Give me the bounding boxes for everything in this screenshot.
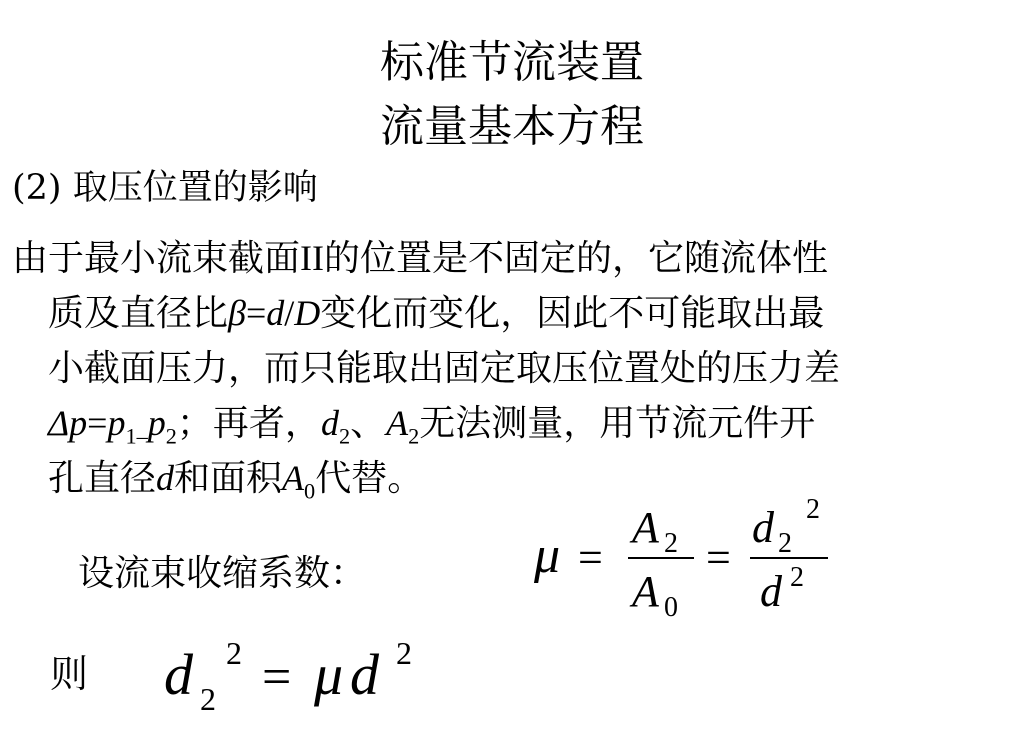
text-run: ；再者， — [176, 403, 321, 444]
var-A2: A — [386, 403, 409, 443]
separator: 、 — [350, 403, 387, 444]
text-run: 由于最小流束截面 — [12, 238, 301, 279]
subscript: 2 — [165, 423, 177, 449]
lhs-superscript: 2 — [226, 635, 242, 671]
numerator-d: d — [752, 503, 774, 552]
section-heading: (2) 取压位置的影响 — [12, 168, 318, 208]
equals-sign: = — [87, 403, 108, 443]
paragraph-line-4 — [12, 396, 1016, 451]
lhs-d: d — [164, 642, 193, 707]
numerator-superscript: 2 — [806, 494, 820, 525]
subscript: 2 — [408, 423, 420, 449]
equals-sign: = — [578, 533, 603, 582]
var-A0: A — [282, 458, 305, 498]
minus-sign: – — [136, 423, 148, 449]
rhs-mu: μ — [314, 642, 344, 707]
numerator-A: A — [632, 503, 659, 552]
text-run: 变化而变化，因此不可能取出最 — [320, 293, 825, 334]
slide-title-line-2: 流量基本方程 — [380, 101, 644, 152]
paragraph-line-2 — [12, 286, 1016, 341]
subscript: 0 — [304, 478, 316, 504]
rhs-superscript: 2 — [396, 635, 412, 671]
paragraph-line-5 — [12, 451, 1016, 506]
var-p2: p — [147, 403, 166, 443]
var-d: d — [266, 293, 285, 333]
beta-symbol: β — [228, 293, 246, 333]
numerator-subscript: 2 — [664, 528, 678, 559]
mu-symbol: μ — [534, 527, 561, 584]
throat-area-equation — [158, 630, 438, 720]
denominator-A: A — [632, 567, 659, 616]
subscript: 1 — [125, 423, 137, 449]
text-run: 代替。 — [315, 458, 424, 499]
then-label: 则 — [50, 652, 89, 696]
contraction-coefficient-label: 设流束收缩系数： — [78, 553, 367, 594]
denominator-subscript: 0 — [664, 592, 678, 622]
rhs-d: d — [350, 642, 379, 707]
equals-sign: = — [262, 649, 292, 706]
paragraph-line-1 — [12, 231, 1016, 286]
var-D: D — [294, 293, 321, 333]
text-run: 和面积 — [174, 458, 283, 499]
roman-numeral: II — [300, 238, 324, 278]
denominator-d: d — [760, 567, 782, 616]
var-d2: d — [320, 403, 339, 443]
var-p1: p — [107, 403, 126, 443]
delta-p: Δp — [48, 403, 88, 443]
text-run: 孔直径 — [48, 458, 157, 499]
contraction-coefficient-equation — [528, 492, 848, 622]
slash: / — [284, 293, 295, 333]
equals-sign: = — [706, 533, 731, 582]
equals-sign: = — [245, 293, 267, 333]
slide-title-line-1: 标准节流装置 — [380, 37, 644, 88]
paragraph-line-3: 小截面压力，而只能取出固定取压位置处的压力差 — [48, 348, 841, 389]
text-run: 无法测量，用节流元件开 — [419, 403, 816, 444]
denominator-superscript: 2 — [790, 562, 804, 593]
body-paragraph — [12, 231, 1016, 506]
subscript: 2 — [338, 423, 351, 449]
text-run: 的位置是不固定的，它随流体性 — [324, 238, 829, 279]
var-d: d — [156, 458, 175, 498]
text-run: 质及直径比 — [48, 293, 229, 334]
numerator-subscript: 2 — [778, 528, 792, 559]
lhs-subscript: 2 — [200, 681, 216, 717]
